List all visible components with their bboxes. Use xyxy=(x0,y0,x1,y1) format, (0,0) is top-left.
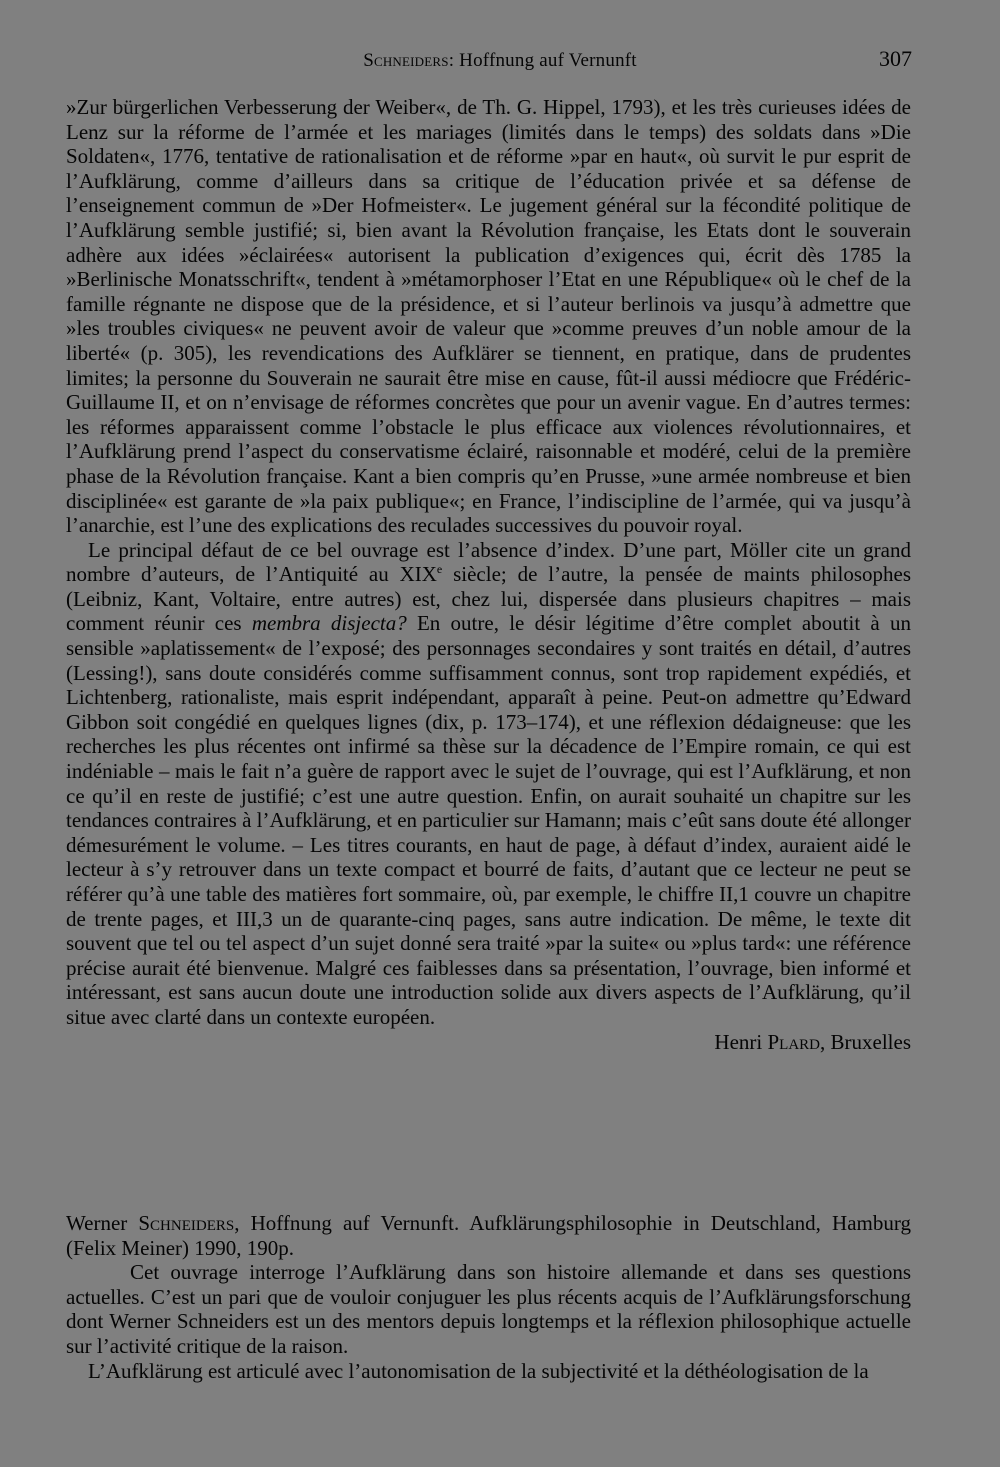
reviewer-first-name: Henri xyxy=(714,1029,768,1054)
running-title-author: Schneiders xyxy=(363,50,449,71)
paragraph-text: siècle; de l’autre, la pensée de maints philosophes (Leibniz, Kant, Voltaire, entre autres) est, chez lui, dispersée dans plusieurs chapitres – mais comment réunir ces xyxy=(66,562,911,636)
book-citation xyxy=(66,1211,911,1260)
citation-author-last: Schneiders xyxy=(138,1211,235,1235)
reviewer-place: , Bruxelles xyxy=(820,1029,911,1054)
reviewer-last-name: Plard xyxy=(767,1029,821,1054)
review-paragraph: Cet ouvrage interroge l’Aufklärung dans son histoire allemande et dans ses questions actuelles. C’est un pari que de vouloir conjuguer les plus récents acquis de l’Aufklärungsforschung dont Werner Schneiders est un des mentors depuis longtemps et la réflexion philosophique actuelle sur l’activité critique de la raison. xyxy=(66,1260,911,1358)
review-paragraph: L’Aufklärung est articulé avec l’autonomisation de la subjectivité et la déthéologisation de la xyxy=(88,1358,869,1383)
italic-phrase: membra disjecta? xyxy=(251,611,407,636)
running-head xyxy=(0,46,1000,76)
reviewer-signature xyxy=(66,1030,911,1055)
superscript: e xyxy=(436,562,443,577)
running-title-text: : Hoffnung auf Vernunft xyxy=(448,50,637,71)
new-review xyxy=(66,1211,911,1383)
paragraph-text: Le principal défaut de ce bel ouvrage est l’absence d’index. D’une part, Möller cite un grand nombre d’auteurs, de l’Antiquité au XIX xyxy=(66,537,911,587)
review-paragraph: »Zur bürgerlichen Verbesserung der Weiber«, de Th. G. Hippel, 1793), et les très curieuses idées de Lenz sur la réforme de l’armée et les mariages (limités dans le temps) des soldats dans »Die Soldaten«, 1776, tentative de rationalisation et de réforme »par en haut«, où survit le pur esprit de l’Aufklärung, comme d’ailleurs dans sa critique de l’éducation privée et sa défense de l’enseignement commun de »Der Hofmeister«. Le jugement général sur la fécondité politique de l’Aufklärung semble justifié; si, bien avant la Révolution française, les Etats dont le souverain adhère aux idées »éclairées« autorisent la publication d’exigences qui, écrit dès 1785 la »Berlinische Monatsschrift«, tendent à »métamorphoser l’Etat en une République« où le chef de la famille régnante ne dispose que de la présidence, et si l’auteur berlinois va jusqu’à admettre que »les troubles civiques« ne peuvent avoir de valeur que »comme preuves d’un noble amour de la liberté« (p. 305), les revendications des Aufklärer se tiennent, en pratique, dans de prudentes limites; la personne du Souverain ne saurait être mise en cause, fût-il aussi médiocre que Frédéric-Guillaume II, et on n’envisage de réformes concrètes que pour un avenir vague. En d’autres termes: les réformes apparaissent comme l’obstacle le plus efficace aux violences révolutionnaires, et l’Aufklärung prend l’aspect du conservatisme éclairé, raisonnable et modéré, celui de la première phase de la Révolution française. Kant a bien compris qu’en Prusse, »une armée nombreuse et bien disciplinée« est garante de »la paix publique«; en France, l’indiscipline de l’armée, qui va jusqu’à l’anarchie, est l’une des explications des reculades successives du pouvoir royal. xyxy=(66,95,911,538)
citation-author-first: Werner xyxy=(66,1211,139,1235)
review-continued xyxy=(66,95,911,1054)
page-number: 307 xyxy=(879,46,912,71)
citation-details: , Hoffnung auf Vernunft. Aufklärungsphilosophie in Deutschland, Hamburg (Felix Meiner) 1990, 190p. xyxy=(66,1211,911,1260)
paragraph-text: En outre, le désir légitime d’être complet aboutit à un sensible »aplatissement« de l’exposé; des personnages secondaires y sont traités en détail, d’autres (Lessing!), sans doute considérés comme suffisamment connus, sont trop rapidement expédiés, et Lichtenberg, rationaliste, mais esprit indépendant, apparaît à peine. Peut-on admettre qu’Edward Gibbon soit congédié en quelques lignes (dix, p. 173–174), et une réflexion dédaigneuse: que les recherches les plus récentes ont infirmé sa thèse sur la décadence de l’Empire romain, ce qui est indéniable – mais le fait n’a guère de rapport avec le sujet de l’ouvrage, qui est l’Aufklärung, et non ce qu’il en reste de justifié; c’est une autre question. Enfin, on aurait souhaité un chapitre sur les tendances contraires à l’Aufklärung, et en particulier sur Hamann; mais c’eût sans doute été allonger démesurément le volume. – Les titres courants, en haut de page, à défaut d’index, auraient aidé le lecteur à s’y retrouver dans un texte compact et bourré de faits, d’autant que ce lecteur ne peut se référer qu’à une table des matières fort sommaire, où, par exemple, le chiffre II,1 couvre un chapitre de trente pages, et III,3 un de quarante-cinq pages, sans autre indication. De même, le texte dit souvent que tel ou tel aspect d’un sujet donné sera traité »par la suite« ou »plus tard«: une référence précise aurait été bienvenue. Malgré ces faiblesses dans sa présentation, l’ouvrage, bien informé et intéressant, est sans aucun doute une introduction solide aux divers aspects de l’Aufklärung, qu’il situe avec clarté dans un contexte européen. xyxy=(66,611,911,1029)
running-title xyxy=(0,50,1000,72)
review-paragraph xyxy=(66,538,911,1030)
